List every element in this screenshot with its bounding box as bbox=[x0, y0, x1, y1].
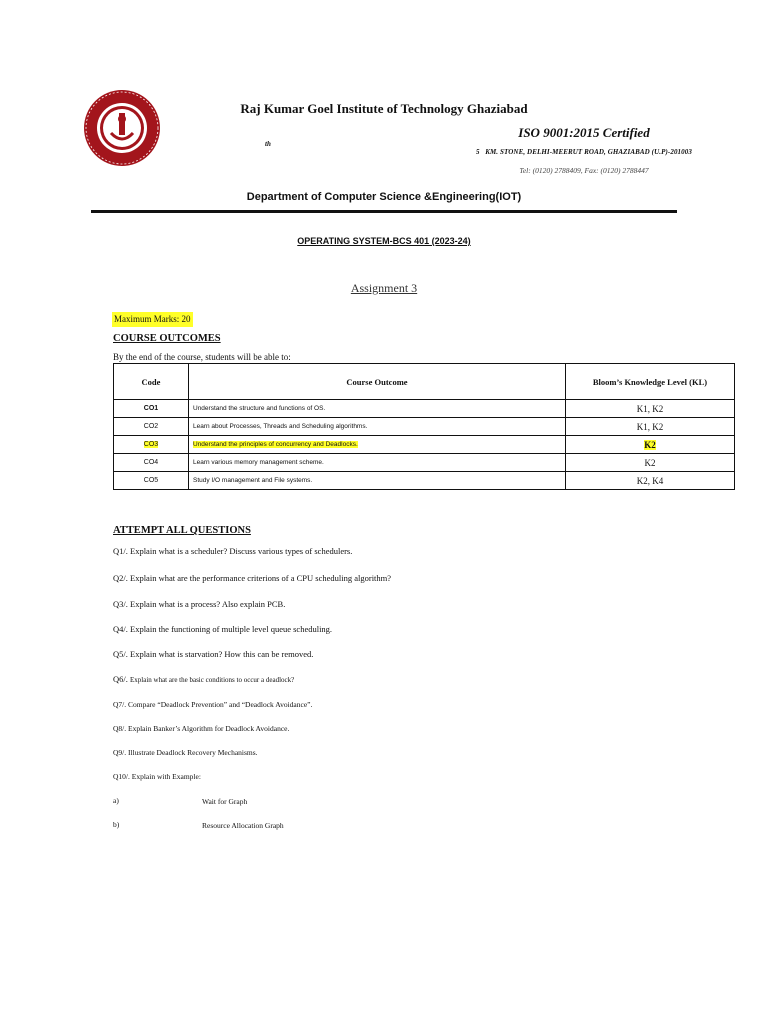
table-row bbox=[114, 436, 735, 454]
question-text: Explain Banker’s Algorithm for Deadlock Avoidance. bbox=[128, 724, 290, 733]
co-code: CO5 bbox=[114, 472, 189, 490]
address-text: KM. STONE, DELHI-MEERUT ROAD, GHAZIABAD (U.P)-201003 bbox=[485, 148, 692, 156]
question-number: Q6/. bbox=[113, 674, 128, 684]
co-kl: K2 bbox=[566, 454, 735, 472]
table-row bbox=[114, 400, 735, 418]
question-item bbox=[113, 599, 285, 609]
question-item bbox=[113, 772, 201, 781]
co-code: CO2 bbox=[114, 418, 189, 436]
co-code: CO1 bbox=[114, 400, 189, 418]
institute-address bbox=[200, 148, 768, 156]
sub-item-text: Resource Allocation Graph bbox=[202, 821, 284, 830]
question-number: Q9/. bbox=[113, 748, 127, 757]
question-text: Compare “Deadlock Prevention” and “Deadlock Avoidance”. bbox=[128, 700, 313, 709]
co-outcome: Study I/O management and File systems. bbox=[189, 472, 566, 490]
question-number: Q2/. bbox=[113, 573, 128, 583]
sub-item-text: Wait for Graph bbox=[202, 797, 248, 806]
co-kl bbox=[566, 436, 735, 454]
question-number: Q1/. bbox=[113, 546, 128, 556]
question-text: Explain what is starvation? How this can be removed. bbox=[130, 649, 314, 659]
sub-item-label: a) bbox=[113, 796, 119, 805]
co-kl: K2, K4 bbox=[566, 472, 735, 490]
question-item bbox=[113, 573, 391, 583]
subject-title: OPERATING SYSTEM-BCS 401 (2023-24) bbox=[297, 236, 471, 246]
co-outcome: Learn about Processes, Threads and Scheduling algorithms. bbox=[189, 418, 566, 436]
question-number: Q3/. bbox=[113, 599, 128, 609]
question-text: Illustrate Deadlock Recovery Mechanisms. bbox=[128, 748, 258, 757]
institute-name: Raj Kumar Goel Institute of Technology Ghaziabad bbox=[240, 101, 528, 116]
co-kl-highlight: K2 bbox=[644, 439, 656, 450]
co-code-highlight: CO3 bbox=[143, 441, 159, 448]
table-row bbox=[114, 472, 735, 490]
co-kl: K1, K2 bbox=[566, 418, 735, 436]
course-outcomes-table bbox=[113, 363, 735, 490]
iso-certification: ISO 9001:2015 Certified bbox=[518, 125, 650, 140]
co-code: CO4 bbox=[114, 454, 189, 472]
table-row bbox=[114, 418, 735, 436]
address-prefix: 5 bbox=[476, 148, 480, 156]
question-text: Explain what is a process? Also explain PCB. bbox=[130, 599, 286, 609]
question-number: Q8/. bbox=[113, 724, 127, 733]
maximum-marks: Maximum Marks: 20 bbox=[112, 312, 193, 327]
co-outcome bbox=[189, 436, 566, 454]
column-header-outcome: Course Outcome bbox=[189, 364, 566, 400]
co-code bbox=[114, 436, 189, 454]
question-number: Q4/. bbox=[113, 624, 128, 634]
question-number: Q5/. bbox=[113, 649, 128, 659]
column-header-kl: Bloom’s Knowledge Level (KL) bbox=[566, 364, 735, 400]
question-text: Explain what are the performance criterions of a CPU scheduling algorithm? bbox=[130, 573, 392, 583]
co-kl: K1, K2 bbox=[566, 400, 735, 418]
sub-item-label: b) bbox=[113, 820, 120, 829]
contact-info: Tel: (0120) 2788409, Fax: (0120) 2788447 bbox=[519, 166, 649, 175]
assignment-title: Assignment 3 bbox=[350, 281, 418, 295]
question-item bbox=[113, 649, 313, 659]
co-outcome: Understand the structure and functions of OS. bbox=[189, 400, 566, 418]
table-row bbox=[114, 454, 735, 472]
question-text: Explain what is a scheduler? Discuss various types of schedulers. bbox=[130, 546, 353, 556]
question-number: Q10/. bbox=[113, 772, 130, 781]
address-superscript: th bbox=[265, 140, 271, 148]
department-name: Department of Computer Science &Engineering(IOT) bbox=[246, 191, 522, 203]
header-divider bbox=[91, 210, 677, 213]
co-outcome: Learn various memory management scheme. bbox=[189, 454, 566, 472]
question-item bbox=[113, 624, 332, 634]
question-number: Q7/. bbox=[113, 700, 127, 709]
question-text: Explain with Example: bbox=[131, 772, 201, 781]
question-item bbox=[113, 546, 352, 556]
question-text: Explain the functioning of multiple level queue scheduling. bbox=[130, 624, 333, 634]
question-item bbox=[113, 748, 258, 757]
question-item bbox=[113, 724, 289, 733]
column-header-code: Code bbox=[114, 364, 189, 400]
table-header-row bbox=[114, 364, 735, 400]
course-outcomes-heading: COURSE OUTCOMES bbox=[113, 333, 221, 344]
question-text: Explain what are the basic conditions to occur a deadlock? bbox=[130, 676, 295, 684]
outcomes-intro: By the end of the course, students will be able to: bbox=[113, 352, 291, 362]
questions-heading: ATTEMPT ALL QUESTIONS bbox=[113, 525, 251, 536]
question-item bbox=[113, 700, 312, 709]
co-outcome-highlight: Understand the principles of concurrency and Deadlocks. bbox=[193, 441, 358, 448]
question-item bbox=[113, 674, 294, 684]
